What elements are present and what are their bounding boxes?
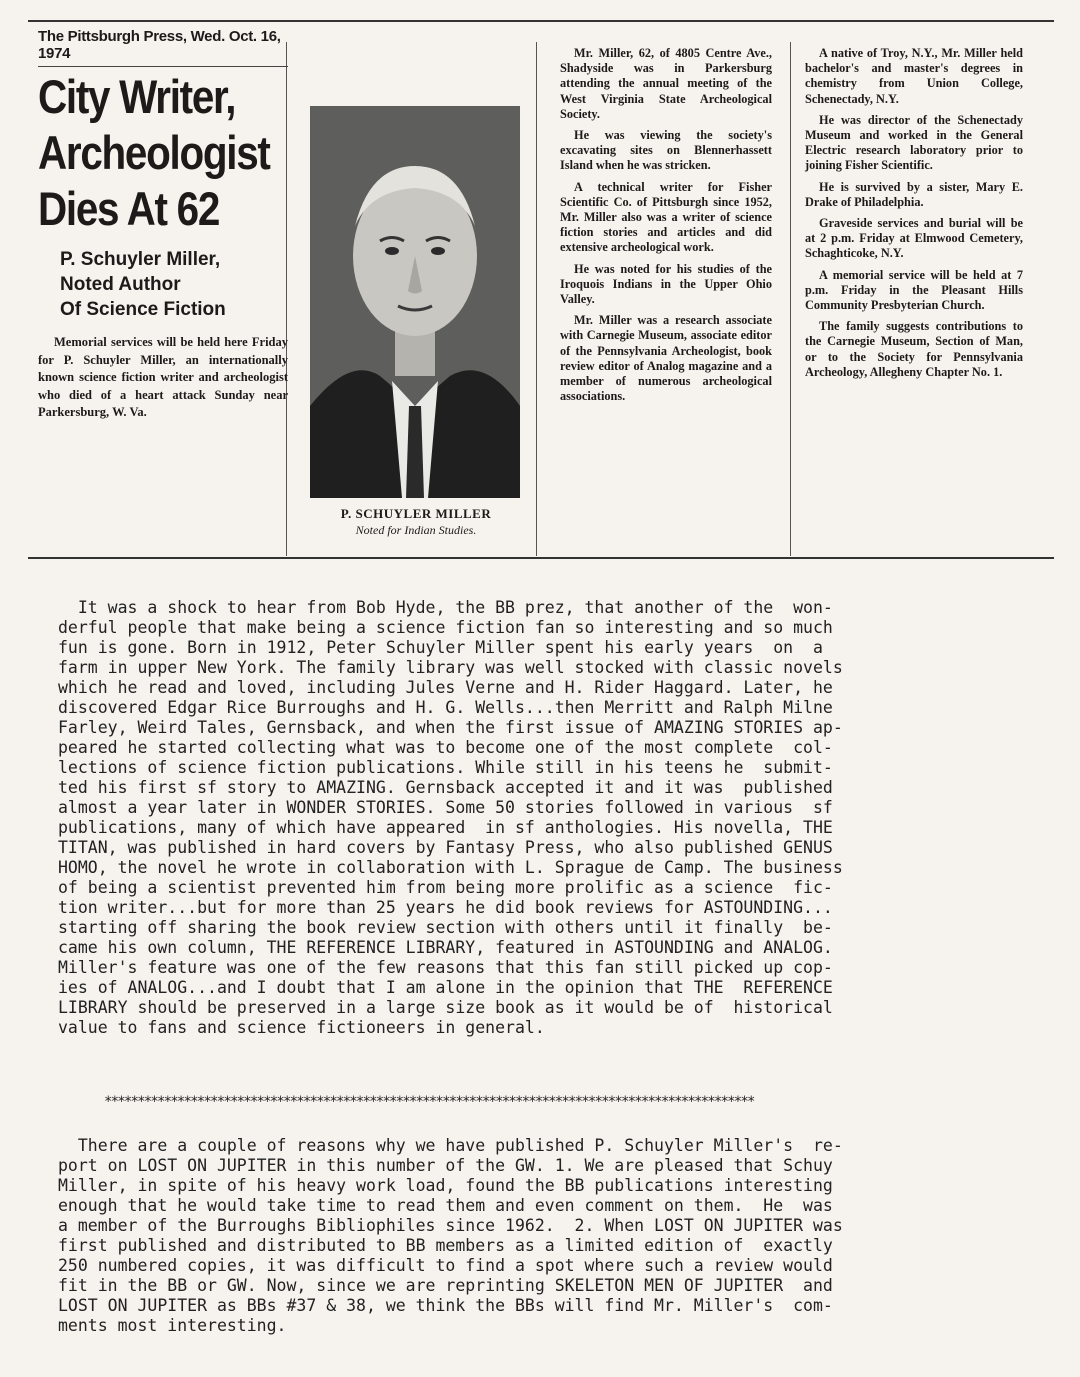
article-paragraph: Graveside services and burial will be at 2 p.m. Friday at Elmwood Cemetery, Schaghticoke, N.Y. — [805, 216, 1023, 261]
column-divider — [790, 42, 791, 556]
article-paragraph: A memorial service will be held at 7 p.m. Friday in the Pleasant Hills Community Presbyterian Church. — [805, 267, 1023, 313]
typed-tribute-paragraph: It was a shock to hear from Bob Hyde, the BB prez, that another of the won- derful people that make being a science fiction fan so interesting and so much fun is gone. Born in 1912, Peter Schuyler Miller spent his early years on a farm in upper New York. The family library was well stocked with classic novels which he read and loved, including Jules Verne and H. Rider Haggard. Later, he discovered Edgar Rice Burroughs and H. G. Wells...then Merritt and Ralph Milne Farley, Weird Tales, Gernsback, and when the first issue of AMAZING STORIES ap- peared he started collecting what was to become one of the most complete col- lections of science fiction publications. While still in his teens he submit- ted his first sf story to AMAZING. Gernsback accepted it and it was published almost a year later in WONDER STORIES. Some 50 stories followed in various sf publications, many of which have appeared in sf anthologies. His novella, THE TITAN, was published in hard covers by Fantasy Press, who also published GENUS HOMO, the novel he wrote in collaboration with L. Sprague de Camp. The business of being a scientist prevented him from being more prolific as a science fic- tion writer...but for more than 25 years he did book reviews for ASTOUNDING... starting off sharing the book review section with others until it finally be- came his own column, THE REFERENCE LIBRARY, featured in ASTOUNDING and ANALOG. Miller's feature was one of the few reasons that this fan still picked up cop- ies of ANALOG...and I doubt that I am alone in the opinion that THE REFERENCE LIBRARY should be preserved in a large size book as it would be of historical value to fans and science fictioneers in general. — [58, 598, 843, 1037]
article-paragraph: He is survived by a sister, Mary E. Drake of Philadelphia. — [805, 179, 1023, 209]
asterisk-separator: ************************************************************************************************** — [104, 1094, 754, 1110]
article-column-3 — [560, 46, 772, 410]
article-paragraph: He was noted for his studies of the Iroquois Indians in the Upper Ohio Valley. — [560, 261, 772, 307]
portrait-illustration — [310, 106, 520, 498]
photo-caption-name: P. SCHUYLER MILLER — [340, 506, 492, 521]
newspaper-clipping — [28, 22, 1054, 557]
photo-column — [310, 106, 522, 538]
headline-line: City Writer, — [38, 70, 236, 123]
photo-caption-subtitle: Noted for Indian Studies. — [355, 523, 477, 537]
dateline: The Pittsburgh Press, Wed. Oct. 16, 1974 — [38, 28, 288, 67]
portrait-photo — [310, 106, 520, 498]
article-column-4 — [805, 46, 1023, 386]
subhead-line: Noted Author — [60, 274, 181, 295]
headline-column — [38, 28, 288, 422]
headline — [38, 69, 296, 237]
subhead-line: Of Science Fiction — [60, 299, 226, 320]
column-divider — [536, 42, 537, 556]
bottom-rule — [28, 557, 1054, 559]
article-paragraph: A native of Troy, N.Y., Mr. Miller held bachelor's and master's degrees in chemistry from Union College, Schenectady, N.Y. — [805, 46, 1023, 106]
subheadline — [60, 247, 288, 322]
article-paragraph: He was director of the Schenectady Museum and worked in the General Electric research laboratory prior to joining Fisher Scientific. — [805, 112, 1023, 173]
typed-editorial-paragraph: There are a couple of reasons why we have published P. Schuyler Miller's re- port on LOST ON JUPITER in this number of the GW. 1. We are pleased that Schuy Miller, in spite of his heavy work load, found the BB publications interesting enough that he would take time to read them and even comment on them. He was a member of the Burroughs Bibliophiles since 1962. 2. When LOST ON JUPITER was first published and distributed to BB members as a limited edition of exactly 250 numbered copies, it was difficult to find a spot where such a review would fit in the BB or GW. Now, since we are reprinting SKELETON MEN OF JUPITER and LOST ON JUPITER as BBs #37 & 38, we think the BBs will find Mr. Miller's com- ments most interesting. — [58, 1136, 843, 1335]
article-paragraph: A technical writer for Fisher Scientific Co. of Pittsburgh since 1952, Mr. Miller also was a writer of science fiction stories and articles and did extensive archeological work. — [560, 179, 772, 255]
headline-line: Dies At 62 — [38, 182, 220, 235]
article-paragraph: The family suggests contributions to the Carnegie Museum, Section of Man, or to the Society for Pennsylvania Archeology, Allegheny Chapter No. 1. — [805, 319, 1023, 379]
lead-paragraph: Memorial services will be held here Friday for P. Schuyler Miller, an internationally known science fiction writer and archeologist who died of a heart attack Sunday near Parkersburg, W. Va. — [38, 335, 288, 419]
subhead-line: P. Schuyler Miller, — [60, 249, 221, 270]
article-paragraph: He was viewing the society's excavating sites on Blennerhassett Island when he was stricken. — [560, 128, 772, 173]
article-paragraph: Mr. Miller was a research associate with Carnegie Museum, associate editor of the Pennsylvania Archeologist, book review editor of Analog magazine and a member of numerous archeological associations. — [560, 313, 772, 404]
article-paragraph: Mr. Miller, 62, of 4805 Centre Ave., Shadyside was in Parkersburg attending the annual meeting of the West Virginia State Archeological Society. — [560, 46, 772, 121]
headline-line: Archeologist — [38, 126, 270, 179]
